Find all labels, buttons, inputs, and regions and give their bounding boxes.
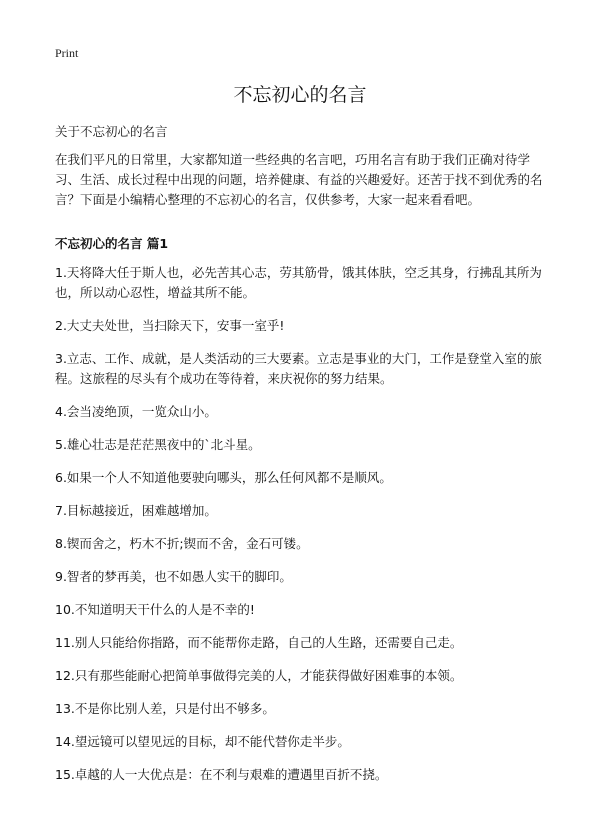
quote-list: [55, 263, 550, 798]
quote-item: 10.不知道明天干什么的人是不幸的!: [55, 602, 255, 617]
intro-paragraph: 在我们平凡的日常里，大家都知道一些经典的名言吧，巧用名言有助于我们正确对待学习、生活、成长过程中出现的问题，培养健康、有益的兴趣爱好。还苦于找不到优秀的名言？下面是小编精心整理的不忘初心的名言，仅供参考，大家一起来看看吧。: [55, 152, 543, 207]
quote-item: 4.会当凌绝顶，一览众山小。: [55, 404, 217, 419]
quote-item: 2.大丈夫处世，当扫除天下，安事一室乎!: [55, 318, 285, 333]
quote-item: 1.天将降大任于斯人也，必先苦其心志，劳其筋骨，饿其体肤，空乏其身，行拂乱其所为也，所以动心忍性，增益其所不能。: [55, 265, 542, 300]
quote-item: 8.锲而舍之，朽木不折;锲而不舍，金石可镂。: [55, 536, 309, 551]
quote-item: 11.别人只能给你指路，而不能帮你走路，自己的人生路，还需要自己走。: [55, 635, 463, 650]
quote-item: 13.不是你比别人差，只是付出不够多。: [55, 701, 275, 716]
quote-item: 9.智者的梦再美，也不如愚人实干的脚印。: [55, 569, 292, 584]
quote-item: 15.卓越的人一大优点是：在不利与艰难的遭遇里百折不挠。: [55, 767, 388, 782]
page-title: 不忘初心的名言: [233, 84, 367, 106]
quote-item: 14.望远镜可以望见远的目标，却不能代替你走半步。: [55, 734, 350, 749]
subtitle: 关于不忘初心的名言: [55, 124, 168, 139]
section-heading: 不忘初心的名言 篇1: [55, 236, 169, 251]
quote-item: 5.雄心壮志是茫茫黑夜中的`北斗星。: [55, 437, 261, 452]
quote-item: 12.只有那些能耐心把简单事做得完美的人，才能获得做好困难事的本领。: [55, 668, 463, 683]
quote-item: 7.目标越接近，困难越增加。: [55, 503, 217, 518]
quote-item: 6.如果一个人不知道他要驶向哪头，那么任何风都不是顺风。: [55, 470, 392, 485]
print-link[interactable]: Print: [55, 46, 79, 60]
quote-item: 3.立志、工作、成就，是人类活动的三大要素。立志是事业的大门，工作是登堂入室的旅程。这旅程的尽头有个成功在等待着，来庆祝你的努力结果。: [55, 351, 542, 386]
